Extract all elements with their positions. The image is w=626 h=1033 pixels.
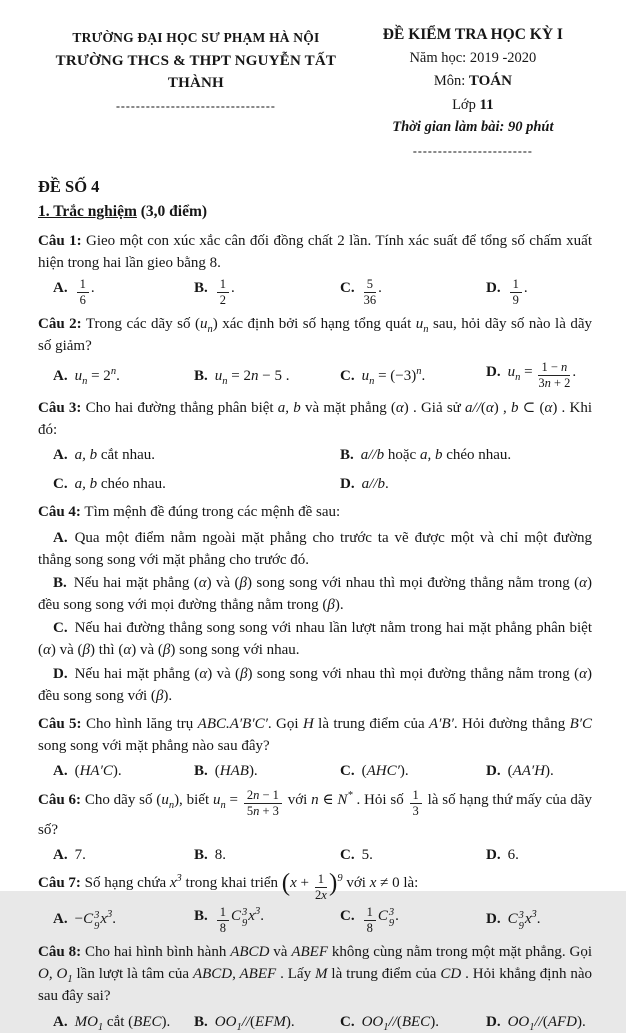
option-key: A. xyxy=(53,910,68,927)
option-value: $OO_1//(BEC)$. xyxy=(361,1013,439,1033)
option-key: D. xyxy=(486,846,501,863)
option-value: Qua một điểm nằm ngoài mặt phẳng cho trước ta vẽ được một và chỉ một đường thẳng song song với mặt phẳng cho trước đó. xyxy=(38,529,592,568)
option-key: D. xyxy=(486,1013,501,1030)
option-value: a//b. xyxy=(361,476,389,493)
subject-prefix: Môn: xyxy=(433,73,469,90)
option-B xyxy=(194,844,336,866)
option-key: B. xyxy=(194,907,208,924)
option-value: $\frac{1}{8}$ C 3 9 . xyxy=(362,908,399,924)
question-3 xyxy=(38,397,592,496)
option-key: D. xyxy=(486,280,501,297)
question-5 xyxy=(38,713,592,783)
option-B xyxy=(194,905,336,935)
school-divider-dashes: -------------------------------- xyxy=(115,99,276,114)
option-key: A. xyxy=(53,1013,68,1030)
question-8 xyxy=(38,941,592,1033)
subject-name: TOÁN xyxy=(468,73,512,90)
questions-list xyxy=(38,230,592,1033)
option-key: B. xyxy=(194,763,208,780)
question-body: Cho dãy số $(u_n)$, biết $u_n$ = $\frac{2n - 1}{5n + 3}$ với n ∈ N* . Hỏi số $\frac{1}{3}$ là số hạng thứ mấy của dãy số? xyxy=(38,788,592,838)
option-A xyxy=(38,527,592,571)
option-A xyxy=(53,844,190,866)
question-body: Cho hình lăng trụ ABC.A′B′C′. Gọi H là trung điểm của A′B′. Hỏi đường thẳng B′C song song với mặt phẳng nào sau đây? xyxy=(38,716,593,755)
question-text xyxy=(38,789,592,841)
option-D xyxy=(340,473,592,495)
option-D xyxy=(486,760,592,782)
question-text xyxy=(38,713,592,757)
option-key: B. xyxy=(194,846,208,863)
options xyxy=(38,361,592,391)
option-A xyxy=(53,760,190,782)
question-body: Tìm mệnh đề đúng trong các mệnh đề sau: xyxy=(84,504,341,521)
exam-divider-dashes: ------------------------ xyxy=(412,143,533,158)
option-C xyxy=(340,844,482,866)
question-label: Câu 1: xyxy=(38,232,82,249)
question-text xyxy=(38,941,592,1008)
school-year: Năm học: 2019 -2020 xyxy=(409,49,537,66)
options xyxy=(38,844,592,866)
options xyxy=(38,760,592,782)
option-value: (AA′H). xyxy=(507,763,554,780)
question-label: Câu 8: xyxy=(38,943,82,960)
option-key: C. xyxy=(340,367,355,384)
grade-number: 11 xyxy=(479,96,494,113)
question-label: Câu 5: xyxy=(38,716,82,733)
school-block xyxy=(38,24,354,116)
option-key: A. xyxy=(53,280,68,297)
question-body: Trong các dãy số $(u_n)$ xác định bởi số hạng tổng quát $u_n$ sau, hỏi dãy số nào là dãy số giảm? xyxy=(38,316,593,355)
option-key: B. xyxy=(194,280,208,297)
option-value: $u_n = 2n - 5$ . xyxy=(214,367,290,387)
option-value: $OO_1//(AFD)$. xyxy=(507,1013,586,1033)
option-key: A. xyxy=(53,529,68,546)
option-C xyxy=(340,365,482,387)
option-value: $u_n = 2^n$. xyxy=(74,365,120,387)
option-C xyxy=(53,473,340,495)
option-key: D. xyxy=(486,910,501,927)
option-value: $\frac{1}{9}$ . xyxy=(508,280,528,296)
option-value: 8. xyxy=(214,846,227,863)
question-text xyxy=(38,397,592,441)
option-value: a, b cắt nhau. xyxy=(74,446,155,463)
option-key: C. xyxy=(340,846,355,863)
page-header xyxy=(38,24,592,161)
option-key: A. xyxy=(53,446,68,463)
option-B xyxy=(194,277,336,307)
option-key: D. xyxy=(486,763,501,780)
section-points: (3,0 điểm) xyxy=(136,202,208,220)
option-key: A. xyxy=(53,846,68,863)
option-value: Nếu hai mặt phẳng (α) và (β) song song với nhau thì mọi đường thẳng nằm trong (α) đều song song với (β). xyxy=(38,665,592,704)
option-key: C. xyxy=(53,476,68,493)
question-label: Câu 6: xyxy=(38,791,81,808)
option-C xyxy=(340,1011,482,1033)
question-text xyxy=(38,230,592,274)
question-1 xyxy=(38,230,592,307)
option-key: B. xyxy=(340,446,354,463)
option-C xyxy=(340,277,482,307)
option-value: −C 3 9 $x^3$. xyxy=(74,908,116,932)
option-D xyxy=(38,663,592,707)
question-body: Gieo một con xúc xắc cân đối đồng chất 2 lần. Tính xác suất để tổng số chấm xuất hiện trong hai lần gieo bằng 8. xyxy=(38,232,592,272)
exam-content xyxy=(38,175,592,1033)
option-key: D. xyxy=(340,476,355,493)
option-key: C. xyxy=(340,763,355,780)
option-value: $\frac{1}{8}$ C 3 9 $x^3$. xyxy=(215,908,264,924)
option-B xyxy=(194,1011,336,1033)
options xyxy=(38,905,592,935)
option-value: $MO_1$ cắt (BEC). xyxy=(74,1013,171,1033)
option-D xyxy=(486,908,592,932)
option-D xyxy=(486,277,592,307)
section-heading xyxy=(38,201,592,224)
option-B xyxy=(194,365,336,387)
option-key: A. xyxy=(53,763,68,780)
subject-line xyxy=(354,70,592,92)
option-value: $OO_1//(EFM)$. xyxy=(214,1013,295,1033)
option-D xyxy=(486,1011,592,1033)
school-name-university: TRƯỜNG ĐẠI HỌC SƯ PHẠM HÀ NỘI xyxy=(72,30,320,45)
option-key: C. xyxy=(340,907,355,924)
option-value: Nếu hai đường thẳng song song với nhau lần lượt nằm trong hai mặt phẳng phân biệt (α) và (β) thì (α) và (β) song song với nhau. xyxy=(38,620,592,659)
option-value: (HAB). xyxy=(214,763,258,780)
option-value: a, b chéo nhau. xyxy=(74,476,166,493)
option-A xyxy=(53,365,190,387)
option-value: 6. xyxy=(507,846,519,863)
option-C xyxy=(340,905,482,935)
question-body: Cho hai đường thẳng phân biệt a, b và mặt phẳng (α) . Giả sử a//(α) , b ⊂ (α) . Khi đó: xyxy=(38,399,592,438)
option-key: A. xyxy=(53,367,68,384)
option-B xyxy=(340,444,592,466)
option-A xyxy=(53,277,190,307)
option-B xyxy=(194,760,336,782)
question-2 xyxy=(38,313,592,390)
option-key: C. xyxy=(340,280,355,297)
options xyxy=(38,277,592,307)
option-value: $\frac{5}{36}$ . xyxy=(363,276,382,308)
option-A xyxy=(53,908,190,932)
question-text xyxy=(38,501,592,523)
option-key: B. xyxy=(194,367,208,384)
option-key: C. xyxy=(340,1013,355,1030)
option-key: C. xyxy=(53,620,68,637)
question-label: Câu 4: xyxy=(38,504,81,521)
option-value: $u_n = (-3)^n$. xyxy=(361,365,426,387)
option-key: B. xyxy=(53,574,67,591)
question-body: Cho hai hình bình hành ABCD và ABEF không cùng nằm trong một mặt phẳng. Gọi O, $O_1$ lần lượt là tâm của ABCD, ABEF . Lấy M là trung điểm của CD . Hỏi khẳng định nào sau đây sai? xyxy=(38,943,593,1005)
option-B xyxy=(38,572,592,616)
option-A xyxy=(53,444,340,466)
option-C xyxy=(340,760,482,782)
option-D xyxy=(486,844,592,866)
options xyxy=(38,1011,592,1033)
question-text xyxy=(38,869,592,902)
option-value: $\frac{1}{6}$ . xyxy=(75,280,95,296)
option-key: D. xyxy=(53,665,68,682)
option-key: D. xyxy=(486,363,501,380)
option-value: 7. xyxy=(74,846,86,863)
question-label: Câu 2: xyxy=(38,316,82,333)
exam-info-block xyxy=(354,24,592,161)
option-value: 5. xyxy=(361,846,373,863)
option-value: (AHC′). xyxy=(361,763,409,780)
options xyxy=(38,527,592,708)
section-label: 1. Trắc nghiệm xyxy=(38,202,137,220)
grade-prefix: Lớp xyxy=(452,96,480,113)
exam-title: ĐỀ KIỂM TRA HỌC KỲ I xyxy=(382,26,563,43)
exam-code: ĐỀ SỐ 4 xyxy=(38,176,100,196)
option-value: Nếu hai mặt phẳng (α) và (β) song song với nhau thì mọi đường thẳng nằm trong (α) đều song song với mọi đường thẳng nằm trong (β). xyxy=(38,574,592,614)
question-4 xyxy=(38,501,592,707)
option-key: B. xyxy=(194,1013,208,1030)
option-value: $\frac{1}{2}$ . xyxy=(215,280,235,296)
question-text xyxy=(38,313,592,357)
option-A xyxy=(53,1011,190,1033)
option-value: a//b hoặc a, b chéo nhau. xyxy=(360,446,512,463)
question-label: Câu 3: xyxy=(38,399,82,416)
option-value: C 3 9 $x^3$. xyxy=(507,908,541,932)
options xyxy=(38,444,592,495)
question-body: Số hạng chứa $x^3$ trong khai triển (x + $\frac{1}{2x}$ )$^9$ với x ≠ 0 là: xyxy=(84,869,419,902)
grade-line xyxy=(354,94,592,116)
option-value: (HA′C). xyxy=(74,763,122,780)
school-name-highschool: TRƯỜNG THCS & THPT NGUYỄN TẤT THÀNH xyxy=(55,52,337,92)
question-label: Câu 7: xyxy=(38,874,81,891)
question-6 xyxy=(38,789,592,866)
question-7 xyxy=(38,869,592,935)
option-D xyxy=(486,361,592,391)
exam-duration: Thời gian làm bài: 90 phút xyxy=(392,119,554,136)
option-C xyxy=(38,617,592,661)
option-value: $u_n$ = $\frac{1 - n}{3n + 2}$ . xyxy=(507,360,577,391)
